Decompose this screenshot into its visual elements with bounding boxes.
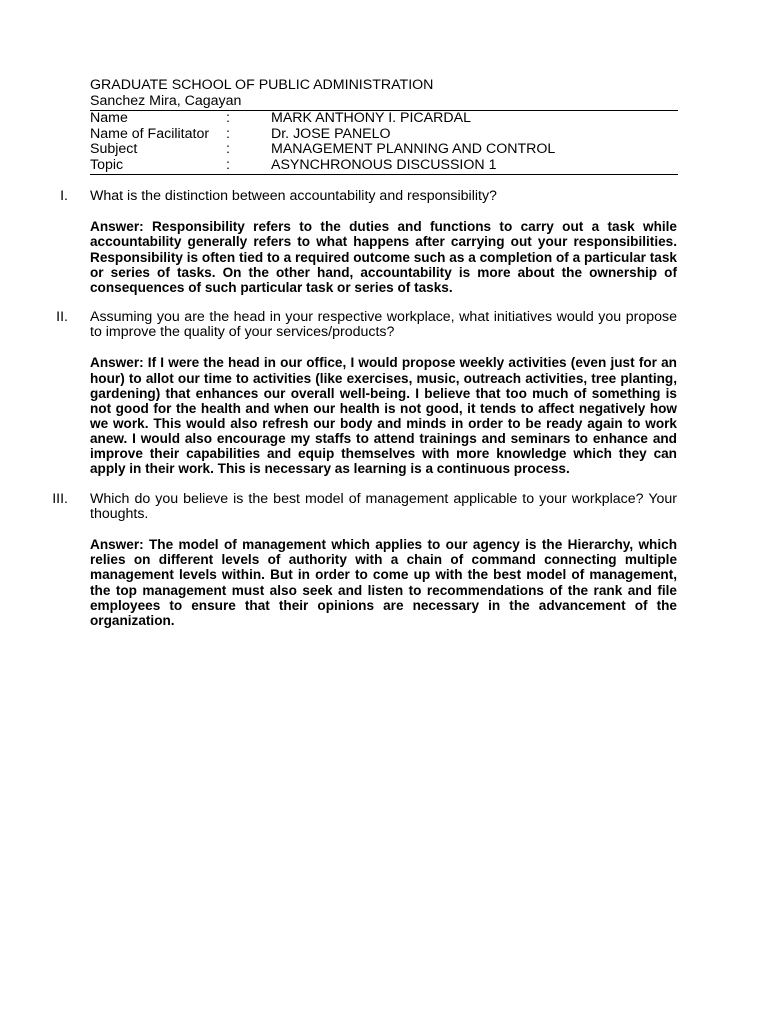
facilitator-name: Dr. JOSE PANELO <box>271 125 391 142</box>
school-location: Sanchez Mira, Cagayan <box>90 92 242 109</box>
answer-text: Answer: If I were the head in our office, I would propose weekly activities (even just for an hour) to allot our time to activities (like exercises, music, outreach activities, tree planting, gardening) that enhances our overall well-being. I believe that too much of something is not good for the health and when our health is not good, it tends to affect negatively how we work. This would also refresh our body and minds in order to be ready again to work anew. I would also encourage my staffs to attend trainings and seminars to enhance and improve their capabilities and equip themselves with more knowledge which they can apply in their work. This is necessary as learning is a continuous process. <box>90 355 677 477</box>
question-item <box>0 189 768 295</box>
answer-text: Answer: The model of management which applies to our agency is the Hierarchy, which relies on different levels of authority with a chain of command connecting multiple management levels within. But in order to come up with the best model of management, the top management must also seek and listen to recommendations of the rank and file employees to ensure that their opinions are necessary in the advancement of the organization. <box>90 537 677 628</box>
info-colon: : <box>226 125 230 142</box>
question-number: II. <box>56 308 68 325</box>
info-label: Subject <box>90 141 138 157</box>
info-label: Name <box>90 110 128 126</box>
student-name: MARK ANTHONY I. PICARDAL <box>271 110 471 126</box>
question-item <box>0 310 768 477</box>
question-text: Assuming you are the head in your respective workplace, what initiatives would you propose to improve the quality of your services/products? <box>90 308 677 341</box>
question-text: Which do you believe is the best model of management applicable to your workplace? Your thoughts. <box>90 490 677 522</box>
question-text: What is the distinction between accountability and responsibility? <box>90 188 497 204</box>
info-label: Name of Facilitator <box>90 125 210 142</box>
question-item <box>0 492 768 628</box>
student-info-table <box>90 110 678 175</box>
info-row-topic <box>90 158 678 174</box>
info-row-subject <box>90 142 678 158</box>
topic-name: ASYNCHRONOUS DISCUSSION 1 <box>271 156 497 173</box>
info-colon: : <box>226 141 230 157</box>
info-row-name <box>90 111 678 127</box>
info-colon: : <box>226 156 230 173</box>
question-number: III. <box>52 490 68 507</box>
answer-text: Answer: Responsibility refers to the duties and functions to carry out a task while accountability generally refers to what happens after carrying out your responsibilities. Responsibility is often tied to a required outcome such as a completion of a particular task or series of tasks. On the other hand, accountability is more about the ownership of consequences of such particular task or series of tasks. <box>90 219 677 295</box>
info-label: Topic <box>90 156 124 173</box>
subject-name: MANAGEMENT PLANNING AND CONTROL <box>271 141 556 157</box>
document-header <box>90 78 678 175</box>
info-colon: : <box>226 110 230 126</box>
question-number: I. <box>60 188 68 204</box>
info-row-facilitator <box>90 127 678 143</box>
school-name: GRADUATE SCHOOL OF PUBLIC ADMINISTRATION <box>90 77 434 93</box>
questions-list <box>0 189 768 628</box>
